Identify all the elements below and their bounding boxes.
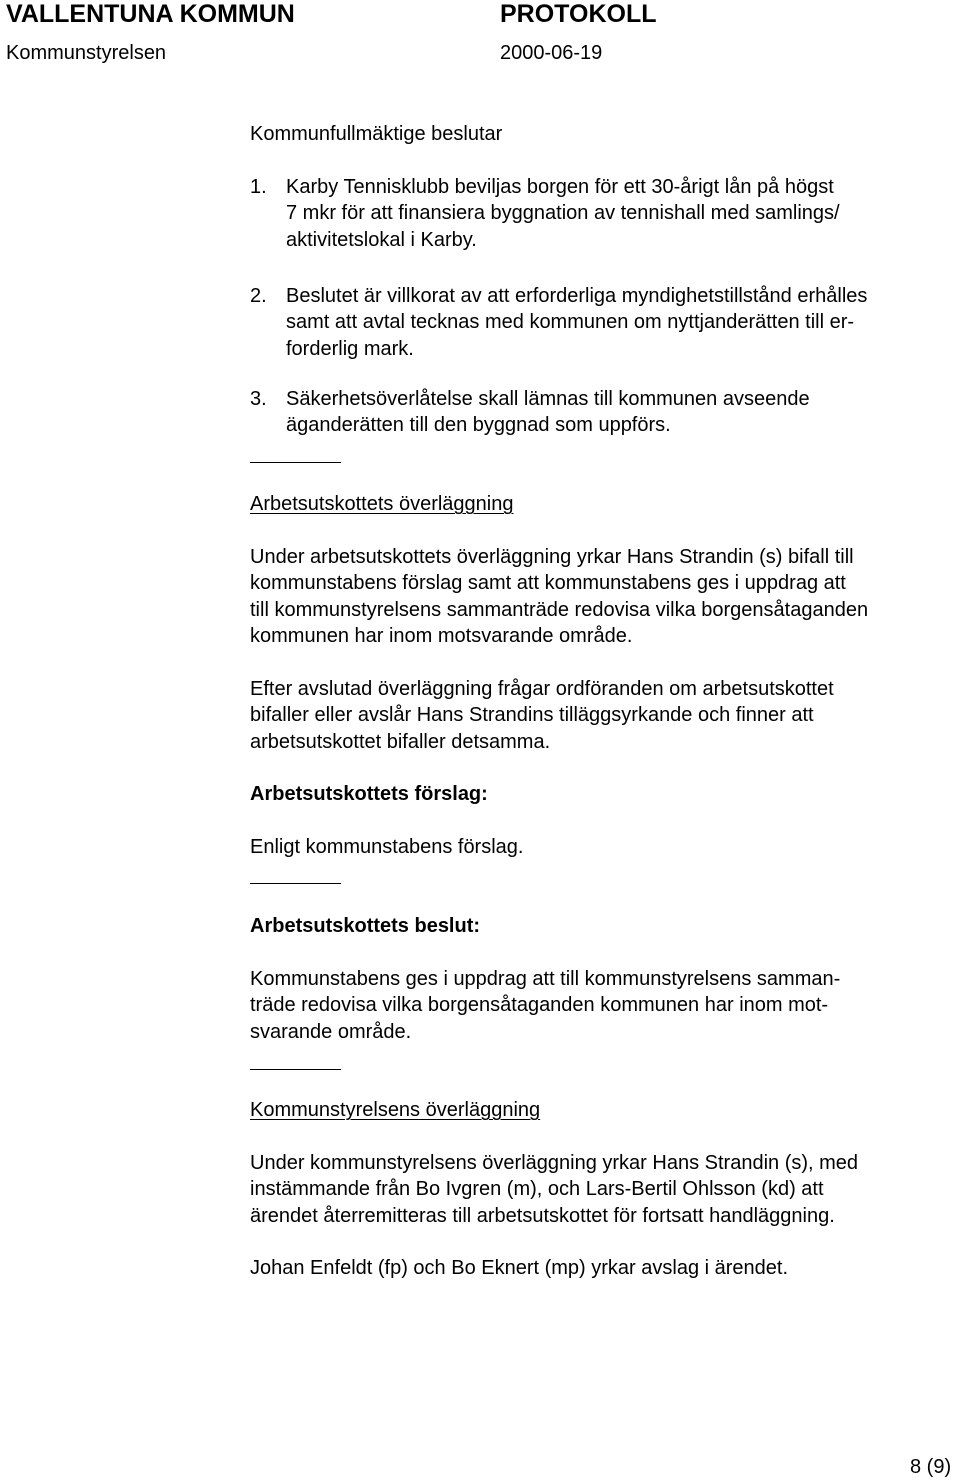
paragraph-line: Under arbetsutskottets överläggning yrkar Hans Strandin (s) bifall till [250,546,854,568]
au-deliberation-paragraph-2 [250,676,834,755]
paragraph-line: svarande område. [250,1020,412,1043]
paragraph-line: kommunen har inom motsvarande område. [250,624,633,647]
paragraph-line: kommunstabens förslag samt att kommunstabens ges i uppdrag att [250,572,846,595]
section-divider [250,883,341,884]
ks-deliberation-paragraph-1 [250,1150,858,1229]
item-line: forderlig mark. [286,337,414,360]
paragraph-line: bifaller eller avslår Hans Strandins tilläggsyrkande och finner att [250,704,814,727]
organization-name: VALLENTUNA KOMMUN [6,0,295,28]
paragraph-line: till kommunstyrelsens sammanträde redovisa vilka borgensåtaganden [250,598,869,621]
au-proposal-heading: Arbetsutskottets förslag: [250,783,488,805]
paragraph-line: Efter avslutad överläggning frågar ordföranden om arbetsutskottet [250,678,834,700]
item-line: samt att avtal tecknas med kommunen om nyttjanderätten till er- [286,311,855,334]
paragraph-line: instämmande från Bo Ivgren (m), och Lars-Bertil Ohlsson (kd) att [250,1178,824,1201]
committee-name: Kommunstyrelsen [6,42,167,64]
item-number: 2. [250,285,267,307]
meeting-date: 2000-06-19 [500,42,603,64]
au-decision-text [250,966,840,1045]
item-line: Karby Tennisklubb beviljas borgen för ett 30-årigt lån på högst [286,176,834,198]
au-decision-heading: Arbetsutskottets beslut: [250,915,481,937]
item-number: 1. [250,176,267,198]
page-number: 8 (9) [910,1456,952,1478]
paragraph-line: Under kommunstyrelsens överläggning yrkar Hans Strandin (s), med [250,1152,859,1174]
ks-deliberation-heading: Kommunstyrelsens överläggning [250,1099,541,1121]
au-deliberation-paragraph-1 [250,544,868,649]
item-line: aktivitetslokal i Karby. [286,228,477,251]
paragraph-line: Kommunstabens ges i uppdrag att till kommunstyrelsens samman- [250,968,841,990]
item-line: Säkerhetsöverlåtelse skall lämnas till kommunen avseende [286,388,810,410]
ks-deliberation-paragraph-2: Johan Enfeldt (fp) och Bo Eknert (mp) yrkar avslag i ärendet. [250,1257,789,1279]
decision-item-1 [0,174,960,264]
decision-heading: Kommunfullmäktige beslutar [250,123,503,145]
paragraph-line: träde redovisa vilka borgensåtaganden kommunen har inom mot- [250,994,829,1017]
item-line: äganderätten till den byggnad som uppförs. [286,414,671,437]
item-line: 7 mkr för att finansiera byggnation av tennishall med samlings/ [286,202,840,225]
section-divider [250,462,341,463]
decision-item-3 [0,386,960,446]
au-deliberation-heading: Arbetsutskottets överläggning [250,493,514,515]
section-divider [250,1069,341,1070]
au-proposal-text: Enligt kommunstabens förslag. [250,836,524,858]
item-number: 3. [250,388,267,410]
decision-item-2 [0,283,960,373]
paragraph-line: ärendet återremitteras till arbetsutskottet för fortsatt handläggning. [250,1204,835,1227]
item-line: Beslutet är villkorat av att erforderliga myndighetstillstånd erhålles [286,285,868,307]
paragraph-line: arbetsutskottet bifaller detsamma. [250,730,551,753]
document-type: PROTOKOLL [500,0,657,28]
